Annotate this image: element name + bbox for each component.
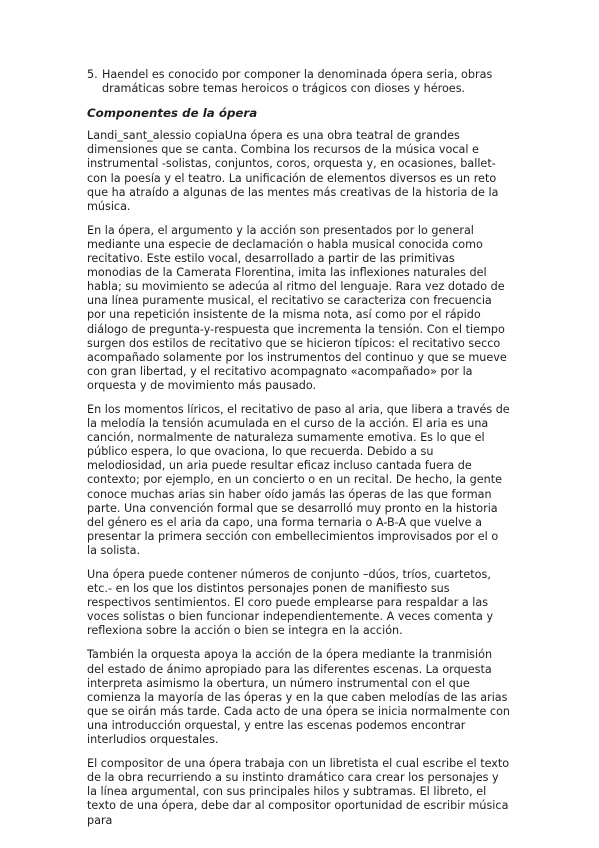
list-item xyxy=(87,68,511,96)
paragraph-recitativo: En la ópera, el argumento y la acción son presentados por lo general mediante una especie de declamación o habla musical conocida como recitativo. Este estilo vocal, desarrollado a partir de las primitivas monodias de la Camerata Florentina, imita las inflexiones naturales del habla; su movimiento se adecúa al ritmo del lenguaje. Rara vez dotado de una línea puramente musical, el recitativo se caracteriza con frecuencia por una repetición insistente de la misma nota, así como por el rápido diálogo de pregunta-y-respuesta que incrementa la tensión. Con el tiempo surgen dos estilos de recitativo que se hicieron típicos: el recitativo secco acompañado solamente por los instrumentos del continuo y que se mueve con gran libertad, y el recitativo acompagnato «acompañado» por la orquesta y de movimiento más pausado. xyxy=(87,223,507,392)
paragraph-intro: Landi_sant_alessio copiaUna ópera es una obra teatral de grandes dimensiones que se canta. Combina los recursos de la música vocal e instrumental -solistas, conjuntos, coros, orquesta y, en ocasiones, ballet- con la poesía y el teatro. La unificación de elementos diversos es un reto que ha atraído a algunas de las mentes más creativas de la historia de la música. xyxy=(87,129,499,213)
paragraph-conjuntos: Una ópera puede contener números de conjunto –dúos, tríos, cuartetos, etc.- en los que los distintos personajes ponen de manifiesto sus respectivos sentimientos. El coro puede emplearse para respaldar a las voces solistas o bien funcionar independientemente. A veces comenta y reflexiona sobre la acción o bien se integra en la acción. xyxy=(87,568,494,638)
paragraph-libretista: El compositor de una ópera trabaja con un libretista el cual escribe el texto de la obra recurriendo a su instinto dramático cara crear los personajes y la línea argumental, con sus principales hilos y subtramas. El libreto, el texto de una ópera, debe dar al compositor oportunidad de escribir música para xyxy=(87,757,510,827)
list-number: 5. xyxy=(87,68,98,81)
list-item-text: Haendel es conocido por componer la denominada ópera seria, obras dramáticas sobre temas heroicos o trágicos con dioses y héroes. xyxy=(102,68,493,96)
section-heading: Componentes de la ópera xyxy=(87,106,258,121)
paragraph-aria: En los momentos líricos, el recitativo de paso al aria, que libera a través de la melodía la tensión acumulada en el curso de la acción. El aria es una canción, normalmente de naturaleza sumamente emotiva. Es lo que el público espera, lo que ovaciona, lo que recuerda. Debido a su melodiosidad, un aria puede resultar eficaz incluso cantada fuera de contexto; por ejemplo, en un concierto o en un recital. De hecho, la gente conoce muchas arias sin haber oído jamás las óperas de las que forman parte. Una convención formal que se desarrolló muy pronto en la historia del género es el aria da capo, una forma ternaria o A-B-A que vuelve a presentar la primera sección con embellecimientos improvisados por el o la solista. xyxy=(87,402,510,557)
paragraph-orquesta: También la orquesta apoya la acción de la ópera mediante la tranmisión del estado de ánimo apropiado para las diferentes escenas. La orquesta interpreta asimismo la obertura, un número instrumental con el que comienza la mayoría de las óperas y en la que caben melodías de las arias que se oirán más tarde. Cada acto de una ópera se inicia normalmente con una introducción orquestal, y entre las escenas podemos encontrar interludios orquestales. xyxy=(87,648,511,747)
